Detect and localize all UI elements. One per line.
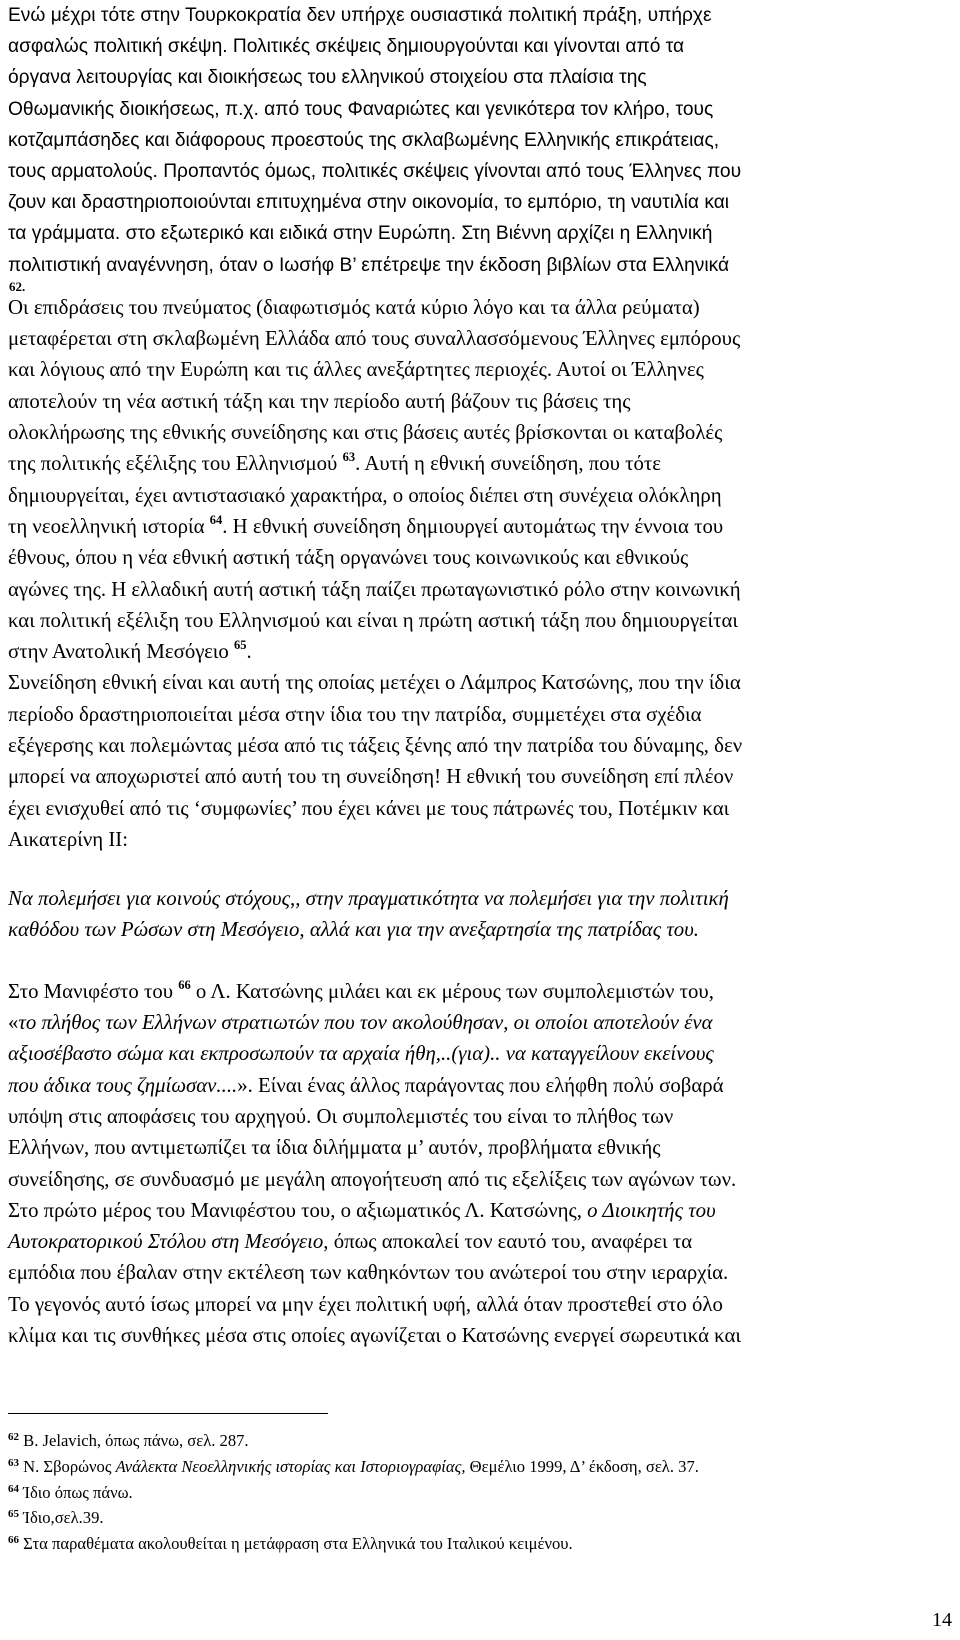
footnote-text: Θεμέλιο 1999, Δ’ έκδοση, σελ. 37. bbox=[465, 1457, 699, 1477]
text-segment: . bbox=[246, 640, 252, 664]
footnote-title: Ανάλεκτα Νεοελληνικής ιστορίας και Ιστοριογραφίας, bbox=[115, 1457, 466, 1477]
footnote-ref-64: 64 bbox=[209, 512, 223, 527]
text-line: έθνους, όπου η νέα εθνική αστική τάξη οργανώνει τους κοινωνικούς και εθνικούς bbox=[8, 546, 689, 570]
footnote-text: Ίδιο όπως πάνω. bbox=[19, 1482, 133, 1502]
text-segment: ». Είναι ένας άλλος παράγοντας που ελήφθη πολύ σοβαρά bbox=[237, 1073, 724, 1097]
document-page bbox=[8, 0, 948, 1557]
text-line bbox=[8, 511, 948, 542]
text-line: πολιτιστική αναγέννηση, όταν ο Ιωσήφ Β’ επέτρεψε την έκδοση βιβλίων στα Ελληνικά bbox=[8, 254, 730, 276]
text-line: αγώνες της. Η ελλαδική αυτή αστική τάξη παίζει πρωταγωνιστικό ρόλο στην κοινωνική bbox=[8, 577, 741, 601]
paragraph-2 bbox=[8, 292, 948, 668]
footnote-text: Ν. Σβορώνος bbox=[19, 1457, 116, 1477]
quote-text: καθόδου των Ρώσων στη Μεσόγειο, αλλά και για την ανεξαρτησία της πατρίδας του. bbox=[8, 918, 699, 942]
text-line: ασφαλώς πολιτική σκέψη. Πολιτικές σκέψεις δημιουργούνται και γίνονται από τα bbox=[8, 36, 685, 58]
text-line: κλίμα και τις συνθήκες μέσα στις οποίες αγωνίζεται ο Κατσώνης ενεργεί σωρευτικά και bbox=[8, 1324, 741, 1348]
footnote-65 bbox=[8, 1505, 948, 1531]
footnotes bbox=[8, 1428, 948, 1557]
footnote-63 bbox=[8, 1454, 948, 1480]
text-line bbox=[8, 1226, 948, 1257]
text-line: Ενώ μέχρι τότε στην Τουρκοκρατία δεν υπήρχε ουσιαστικά πολιτική πράξη, υπήρχε bbox=[8, 5, 712, 26]
text-line: Ελλήνων, που αντιμετωπίζει τα ίδια διλήμματα μ’ αυτόν, προβλήματα εθνικής bbox=[8, 1136, 661, 1160]
footnote-66 bbox=[8, 1531, 948, 1557]
text-segment: ο Λ. Κατσώνης μιλάει και εκ μέρους των συμπολεμιστών του, bbox=[190, 979, 714, 1003]
paragraph-4 bbox=[8, 976, 948, 1352]
text-line bbox=[8, 448, 948, 479]
text-line bbox=[8, 636, 948, 667]
text-segment: , όπως αποκαλεί τον εαυτό του, αναφέρει τα bbox=[323, 1230, 693, 1254]
footnote-ref-number: 62 bbox=[9, 278, 22, 294]
text-line: Οθωμανικής διοικήσεως, π.χ. από τους Φαναριώτες και γενικότερα τον κλήρο, τους bbox=[8, 98, 714, 120]
footnote-number: 64 bbox=[8, 1482, 19, 1495]
quote-text: Να πολεμήσει για κοινούς στόχους,, στην πραγματικότητα να πολεμήσει για την πολιτική bbox=[8, 887, 729, 911]
text-line: τα γράμματα. στο εξωτερικό και ειδικά στην Ευρώπη. Στη Βιέννη αρχίζει η Ελληνική bbox=[8, 223, 713, 245]
footnote-text: B. Jelavich, όπως πάνω, σελ. 287. bbox=[19, 1431, 249, 1451]
text-line: Συνείδηση εθνική είναι και αυτή της οποίας μετέχει ο Λάμπρος Κατσώνης, που την ίδια bbox=[8, 671, 741, 695]
footnote-number: 62 bbox=[8, 1431, 19, 1444]
footnote-number: 65 bbox=[8, 1508, 19, 1521]
spacer bbox=[8, 946, 948, 976]
italic-segment: που άδικα τους ζημίωσαν.... bbox=[8, 1073, 238, 1097]
text-line bbox=[8, 1195, 948, 1226]
text-line: έχει ενισχυθεί από τις ‘συμφωνίες’ που έχει κάνει με τους πάτρωνές του, Ποτέμκιν και bbox=[8, 796, 730, 820]
text-line: δημιουργείται, έχει αντιστασιακό χαρακτήρα, ο οποίος διέπει στη συνέχεια ολόκληρη bbox=[8, 483, 722, 507]
text-line bbox=[8, 1007, 948, 1038]
page-number: 14 bbox=[932, 1609, 952, 1631]
text-segment: στην Ανατολική Μεσόγειο bbox=[8, 640, 235, 664]
italic-segment: ο Διοικητής του bbox=[587, 1198, 716, 1222]
text-line: Αικατερίνη ΙΙ: bbox=[8, 827, 128, 851]
footnote-separator bbox=[8, 1413, 328, 1414]
footnote-64 bbox=[8, 1480, 948, 1506]
spacer bbox=[8, 855, 948, 883]
text-line: κοτζαμπάσηδες και διάφορους προεστούς της σκλαβωμένης Ελληνικής επικράτειας, bbox=[8, 129, 720, 151]
text-line: και πολιτική εξέλιξη του Ελληνισμού και είναι η πρώτη αστική τάξη που δημιουργείται bbox=[8, 608, 738, 632]
text-segment: της πολιτικής εξέλιξης του Ελληνισμού bbox=[8, 452, 343, 476]
footnote-62 bbox=[8, 1428, 948, 1454]
footnote-text: Στα παραθέματα ακολουθείται η μετάφραση στα Ελληνικά του Ιταλικού κειμένου. bbox=[19, 1534, 573, 1554]
footnote-ref-65: 65 bbox=[234, 638, 247, 653]
text-line: Το γεγονός αυτό ίσως μπορεί να μην έχει πολιτική υφή, αλλά όταν προστεθεί στο όλο bbox=[8, 1292, 723, 1316]
footnote-ref-period: . bbox=[22, 278, 26, 294]
text-line: ζουν και δραστηριοποιούνται επιτυχημένα στην οικονομία, το εμπόριο, τη ναυτιλία και bbox=[8, 192, 730, 214]
text-segment: τη νεοελληνική ιστορία bbox=[8, 514, 210, 538]
text-line: Οι επιδράσεις του πνεύματος (διαφωτισμός κατά κύριο λόγο και τα άλλα ρεύματα) bbox=[8, 295, 700, 319]
text-segment: Στο Μανιφέστο του bbox=[8, 979, 179, 1003]
text-line: μεταφέρεται στη σκλαβωμένη Ελλάδα από τους συναλλασσόμενους Έλληνες εμπόρους bbox=[8, 327, 741, 351]
text-line bbox=[8, 976, 948, 1007]
text-line: μπορεί να αποχωριστεί από αυτή του τη συνείδηση! Η εθνική του συνείδηση επί πλέον bbox=[8, 765, 734, 789]
footnote-number: 63 bbox=[8, 1457, 19, 1470]
footnote-text: Ίδιο,σελ.39. bbox=[19, 1508, 104, 1528]
text-line: αποτελούν τη νέα αστική τάξη και την περίοδο αυτή βάζουν τις βάσεις της bbox=[8, 389, 631, 413]
text-line: τους αρματολούς. Προπαντός όμως, πολιτικές σκέψεις γίνονται από τους Έλληνες που bbox=[8, 161, 742, 183]
footnote-ref-66: 66 bbox=[178, 977, 191, 992]
text-segment: . Η εθνική συνείδηση δημιουργεί αυτομάτως την έννοια του bbox=[222, 514, 724, 538]
text-segment: Στο πρώτο μέρος του Μανιφέστου του, ο αξιωματικός Λ. Κατσώνης, bbox=[8, 1198, 588, 1222]
text-segment: « bbox=[8, 1011, 19, 1035]
footnote-ref-63: 63 bbox=[342, 450, 356, 465]
text-line bbox=[8, 1070, 948, 1101]
footnote-number: 66 bbox=[8, 1534, 19, 1547]
text-line bbox=[8, 1038, 948, 1069]
footnote-ref-62 bbox=[8, 278, 948, 294]
text-line bbox=[8, 883, 948, 914]
block-quote bbox=[8, 883, 948, 946]
text-line: και λόγιους από την Ευρώπη και τις άλλες ανεξάρτητες περιοχές. Αυτοί οι Έλληνες bbox=[8, 358, 704, 382]
text-line: όργανα λειτουργίας και διοικήσεως του ελληνικού στοιχείου στα πλαίσια της bbox=[8, 67, 647, 89]
text-line: υπόψη στις αποφάσεις του αρχηγού. Οι συμπολεμιστές του είναι το πλήθος των bbox=[8, 1104, 674, 1128]
text-segment: . Αυτή η εθνική συνείδηση, που τότε bbox=[355, 452, 662, 476]
italic-segment: το πλήθος των Ελλήνων στρατιωτών που τον ακολούθησαν, οι οποίοι αποτελούν ένα bbox=[18, 1011, 713, 1035]
italic-segment: αξιοσέβαστο σώμα και εκπροσωπούν τα αρχαία ήθη,..(για).. να καταγγείλουν εκείνους bbox=[8, 1042, 714, 1066]
text-line: εμπόδια που έβαλαν στην εκτέλεση των καθηκόντων του ανώτεροί του στην ιεραρχία. bbox=[8, 1261, 729, 1285]
text-line bbox=[8, 914, 948, 945]
paragraph-3 bbox=[8, 667, 948, 855]
text-line: συνείδησης, σε συνδυασμό με μεγάλη απογοήτευση από τις εξελίξεις των αγώνων των. bbox=[8, 1167, 737, 1191]
text-line: περίοδο δραστηριοποιείται μέσα στην ίδια του την πατρίδα, συμμετέχει στα σχέδια bbox=[8, 702, 702, 726]
italic-segment: Αυτοκρατορικού Στόλου στη Μεσόγειο bbox=[8, 1230, 324, 1254]
text-line: εξέγερσης και πολεμώντας μέσα από τις τάξεις ξένης από την πατρίδα του δύναμης, δεν bbox=[8, 733, 743, 757]
paragraph-1 bbox=[8, 0, 948, 281]
text-line: ολοκλήρωσης της εθνικής συνείδησης και στις βάσεις αυτές βρίσκονται οι καταβολές bbox=[8, 421, 723, 445]
